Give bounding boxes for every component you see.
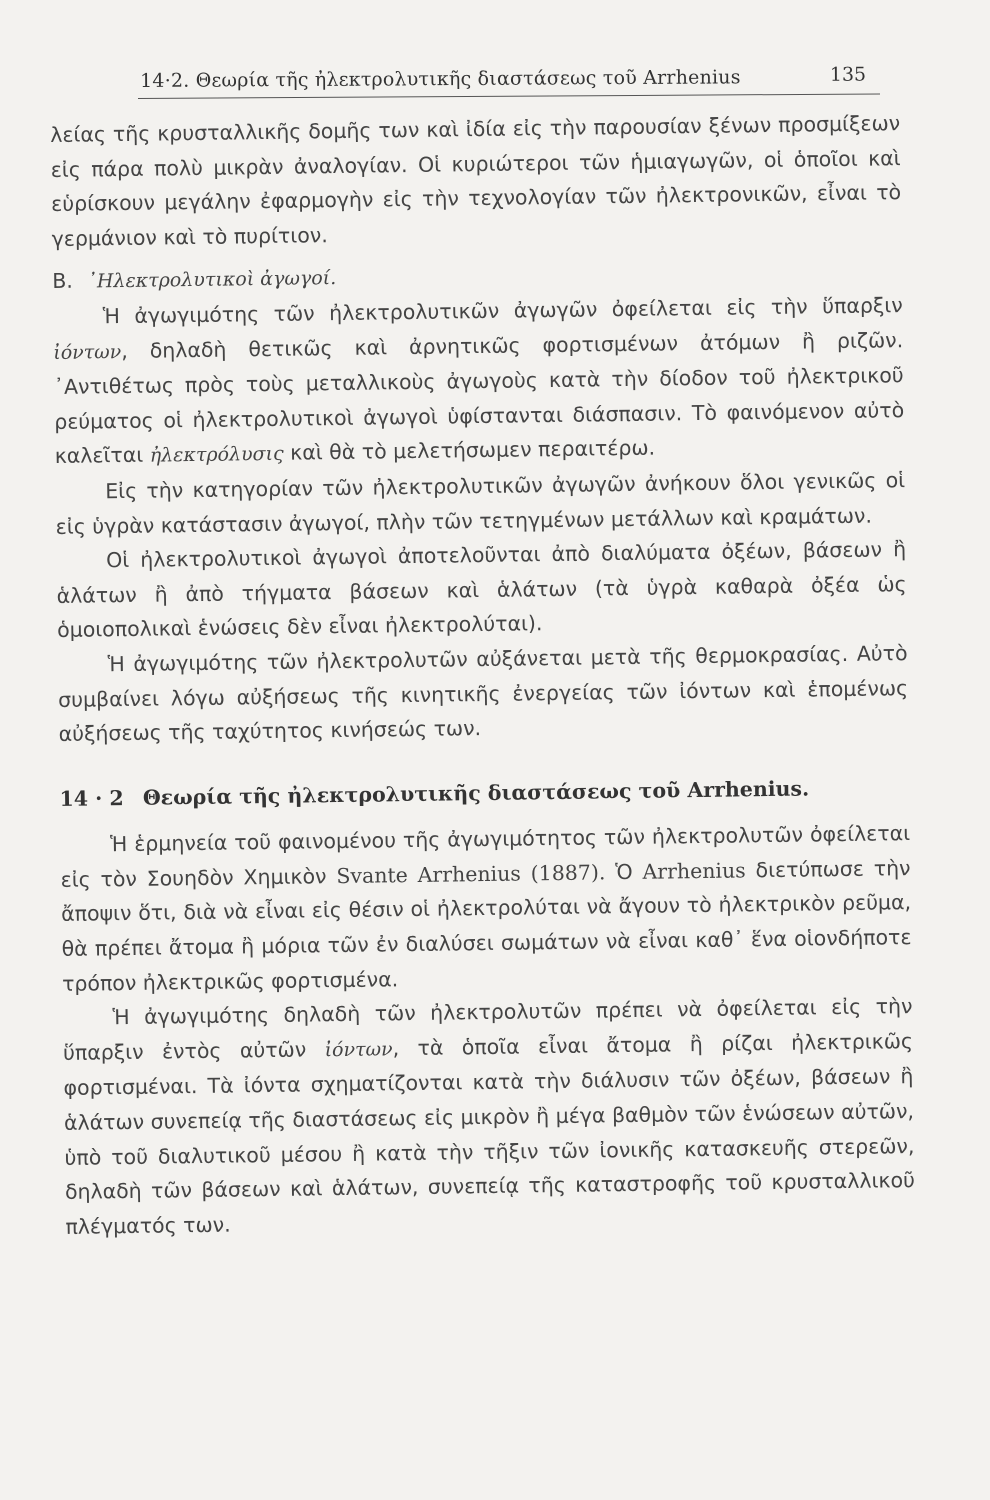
text-run: Ὁ: [615, 859, 633, 885]
italic-term-electrolysis: ἠλεκτρόλυσις: [149, 443, 284, 467]
header-rule: [138, 93, 880, 99]
italic-term-ions: ἰόντων: [324, 1038, 393, 1062]
paragraph-liquid-conductors: Εἰς τὴν κατηγορίαν τῶν ἠλεκτρολυτικῶν ἀγωγῶν ἀνήκουν ὅλοι γενικῶς οἱ εἰς ὑγρὰν κατάστασιν ἀγωγοί, πλὴν τῶν τετηγμένων μετάλλων καὶ κραμάτων.: [55, 468, 906, 539]
text-run: διετύπωσε τὴν ἄποψιν ὅτι, διὰ νὰ εἶναι εἰς θέσιν οἱ ἠλεκτρολύται νὰ ἄγουν τὸ ἠλεκτρικὸν ρεῦμα, θὰ πρέπει ἄτομα ἢ μόρια τῶν ἐν διαλύσει σωμάτων νὰ εἶναι καθ᾿ ἕνα οἱονδήποτε τρόπον ἠλεκτρικῶς φορτισμένα.: [60, 855, 912, 996]
person-name: Arrhenius: [642, 858, 746, 884]
text-run: Ἡ ἀγωγιμότης δηλαδὴ τῶν ἠλεκτρολυτῶν πρέπει νὰ ὀφείλεται εἰς τὴν ὕπαρξιν ἐντὸς αὐτῶν: [62, 994, 913, 1065]
text-run: , τὰ ὁποῖα εἶναι ἄτομα ἢ ρίζαι ἠλεκτρικῶς φορτισμέναι. Τὰ ἰόντα σχηματίζονται κατὰ τὴν διάλυσιν τῶν ὀξέων, βάσεων ἢ ἁλάτων συνεπείᾳ τῆς διαστάσεως εἰς μικρὸν ἢ μέγα βαθμὸν τῶν ἑνώσεων αὐτῶν, ὑπὸ τοῦ διαλυτικοῦ μέσου ἢ κατὰ τὴν τῆξιν τῶν ἰονικῆς κατασκευῆς στερεῶν, δηλαδὴ τῶν βάσεων καὶ ἁλάτων, συνεπείᾳ τῆς καταστροφῆς τοῦ κρυσταλλικοῦ πλέγματός των.: [63, 1028, 916, 1239]
paragraph-conductivity-ions: [53, 288, 905, 475]
page-number: 135: [829, 63, 867, 86]
section-title: Θεωρία τῆς ἠλεκτρολυτικῆς διαστάσεως τοῦ Arrhenius.: [142, 776, 810, 810]
italic-term-ions: ἰόντων: [53, 340, 122, 364]
running-header: [140, 59, 880, 94]
paragraph-solutions: Οἱ ἠλεκτρολυτικοὶ ἀγωγοὶ ἀποτελοῦνται ἀπὸ διαλύματα ὀξέων, βάσεων ἢ ἁλάτων ἢ ἀπὸ τήγματα βάσεων καὶ ἁλάτων (τὰ ὑγρὰ καθαρὰ ὀξέα ὡς ὁμοιοπολικαὶ ἑνώσεις δὲν εἶναι ἠλεκτρολύται).: [56, 537, 907, 643]
paragraph-arrhenius-theory: [60, 816, 912, 1001]
section-heading: [59, 770, 909, 816]
text-run: Ἡ ἑρμηνεία τοῦ φαινομένου τῆς ἀγωγιμότητος τῶν ἠλεκτρολυτῶν ὀφείλεται εἰς τὸν Σουηδὸν Χημικὸν: [60, 821, 911, 892]
text-run: Ἡ ἀγωγιμότης τῶν ἠλεκτρολυτικῶν ἀγωγῶν ὀφείλεται εἰς τὴν ὕπαρξιν: [102, 293, 903, 329]
text-run: , δηλαδὴ θετικῶς καὶ ἀρνητικῶς φορτισμένων ἀτόμων ἢ ριζῶν. ᾿Αντιθέτως πρὸς τοὺς μεταλλικοὺς ἀγωγοὺς κατὰ τὴν δίοδον τοῦ ἠλεκτρικοῦ ρεύματος οἱ ἠλεκτρολυτικοὶ ἀγωγοὶ ὑφίστανται διάσπασιν. Τὸ φαινόμενον αὐτὸ καλεῖται: [53, 327, 905, 469]
text-run: καὶ θὰ τὸ μελετήσωμεν περαιτέρω.: [290, 435, 656, 466]
paragraph-temperature: Ἡ ἀγωγιμότης τῶν ἠλεκτρολυτῶν αὐξάνεται μετὰ τῆς θερμοκρασίας. Αὐτὸ συμβαίνει λόγω αὐξήσεως τῆς κινητικῆς ἐνεργείας τῶν ἰόντων καὶ ἑπομένως αὐξήσεως τῆς ταχύτητος κινήσεώς των.: [57, 640, 909, 747]
subheading-label: Β.: [52, 269, 74, 294]
subheading-title: ᾿Ηλεκτρολυτικοὶ ἀγωγοί.: [87, 267, 337, 293]
page-body: [50, 106, 916, 1244]
section-number: 14 · 2: [59, 785, 124, 811]
paragraph-ion-formation: [62, 989, 915, 1244]
running-title: 14·2. Θεωρία τῆς ἠλεκτρολυτικῆς διαστάσεως τοῦ Arrhenius: [140, 66, 741, 92]
paragraph-semiconductors: λείας τῆς κρυσταλλικῆς δομῆς των καὶ ἰδία εἰς τὴν παρουσίαν ξένων προσμίξεων εἰς πάρα πολὺ μικρὰν ἀναλογίαν. Οἱ κυριώτεροι τῶν ἡμιαγωγῶν, οἱ ὁποῖοι καὶ εὑρίσκουν μεγάλην ἐφαρμογὴν εἰς τὴν τεχνολογίαν τῶν ἠλεκτρονικῶν, εἶναι τὸ γερμάνιον καὶ τὸ πυρίτιον.: [50, 111, 902, 251]
person-name: Svante Arrhenius (1887).: [336, 860, 606, 888]
